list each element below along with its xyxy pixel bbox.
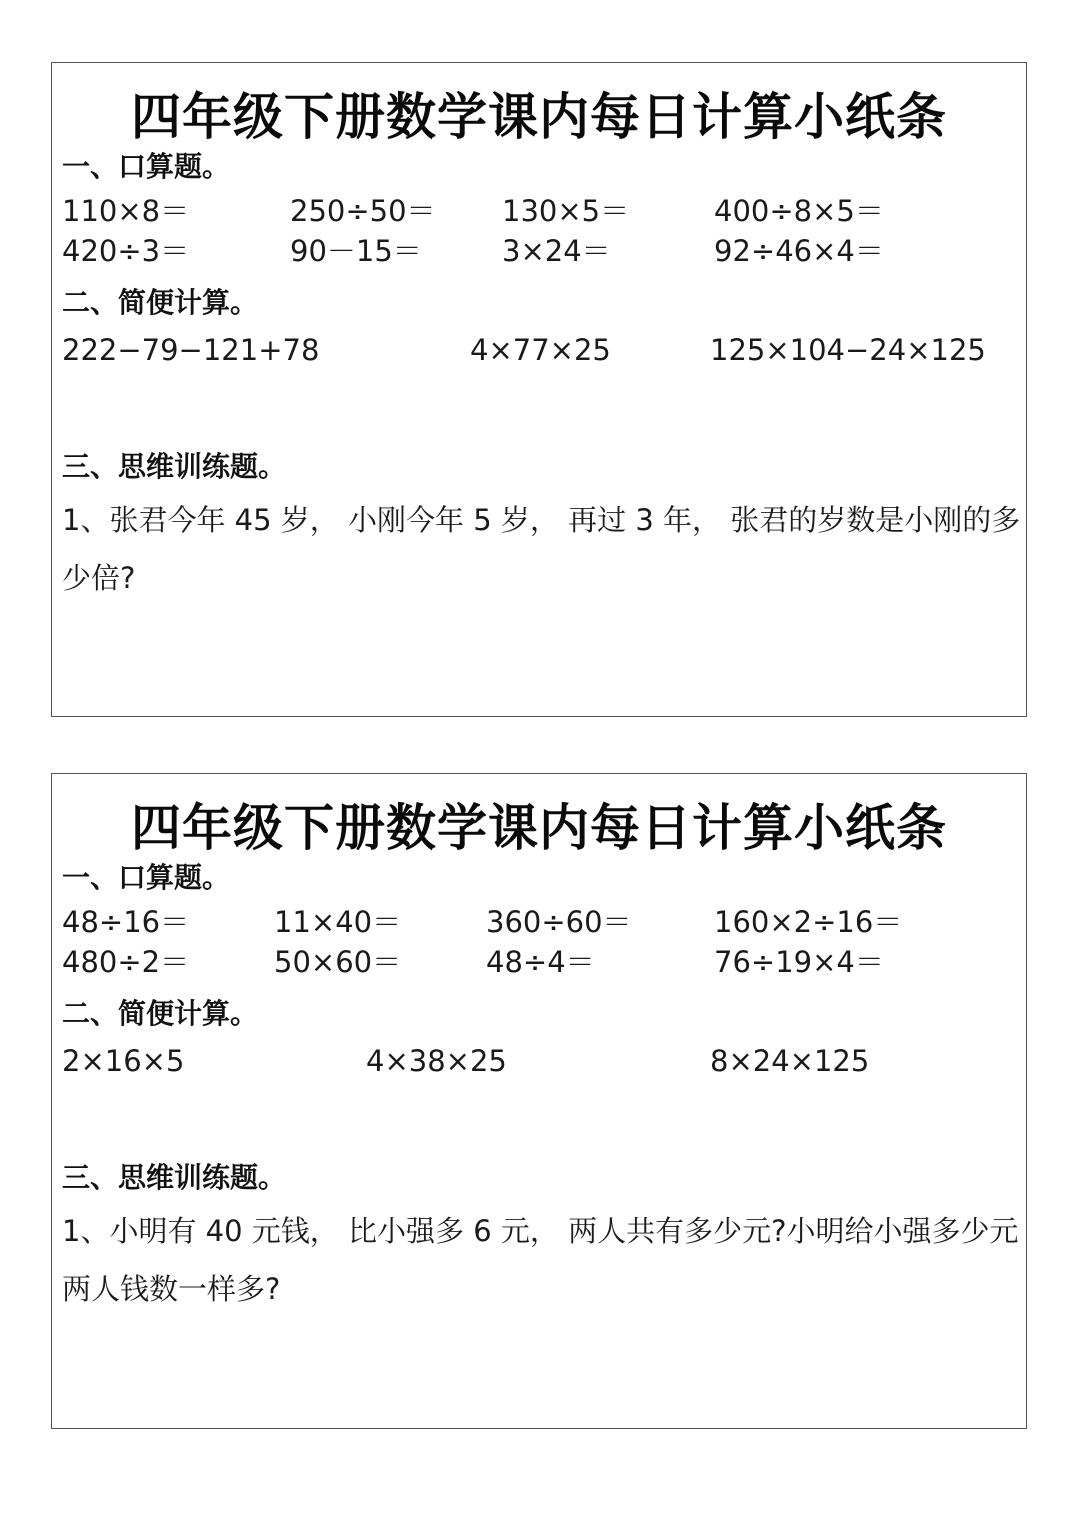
thinking-question: 1、张君今年 45 岁， 小刚今年 5 岁， 再过 3 年， 张君的岁数是小刚的多少倍?: [62, 503, 1021, 595]
oral-problem: 3×24＝: [502, 234, 611, 268]
simple-problem: 4×38×25: [366, 1044, 507, 1078]
oral-problem: 360÷60＝: [486, 905, 632, 939]
section-thinking-heading: 三、思维训练题。: [62, 450, 287, 483]
oral-problem: 160×2÷16＝: [714, 905, 903, 939]
oral-problem: 90－15＝: [290, 234, 422, 268]
section-thinking-heading: 三、思维训练题。: [62, 1161, 287, 1194]
thinking-question: 1、小明有 40 元钱， 比小强多 6 元， 两人共有多少元?小明给小强多少元两人钱数一样多?: [62, 1214, 1019, 1306]
oral-problem: 76÷19×4＝: [714, 945, 884, 979]
oral-problem: 480÷2＝: [62, 945, 190, 979]
simple-problem: 8×24×125: [710, 1044, 870, 1078]
simple-problem: 4×77×25: [470, 333, 611, 367]
oral-problem: 110×8＝: [62, 194, 190, 228]
oral-problem: 420÷3＝: [62, 234, 190, 268]
oral-problem: 400÷8×5＝: [714, 194, 884, 228]
section-simple-heading: 二、简便计算。: [62, 997, 259, 1030]
section-oral-heading: 一、口算题。: [62, 861, 231, 894]
worksheet-card: [51, 62, 1027, 717]
simple-problem: 125×104−24×125: [710, 333, 986, 367]
section-simple-heading: 二、简便计算。: [62, 286, 259, 319]
oral-problem: 50×60＝: [274, 945, 402, 979]
oral-problem: 92÷46×4＝: [714, 234, 884, 268]
simple-problem: 222−79−121+78: [62, 333, 320, 367]
oral-problem: 130×5＝: [502, 194, 630, 228]
oral-problem: 48÷4＝: [486, 945, 595, 979]
oral-problem: 48÷16＝: [62, 905, 190, 939]
oral-problem: 250÷50＝: [290, 194, 436, 228]
card-title: 四年级下册数学课内每日计算小纸条: [131, 799, 947, 857]
oral-problem: 11×40＝: [274, 905, 402, 939]
worksheet-card: [51, 773, 1027, 1429]
section-oral-heading: 一、口算题。: [62, 150, 231, 183]
card-title: 四年级下册数学课内每日计算小纸条: [131, 88, 947, 146]
simple-problem: 2×16×5: [62, 1044, 185, 1078]
